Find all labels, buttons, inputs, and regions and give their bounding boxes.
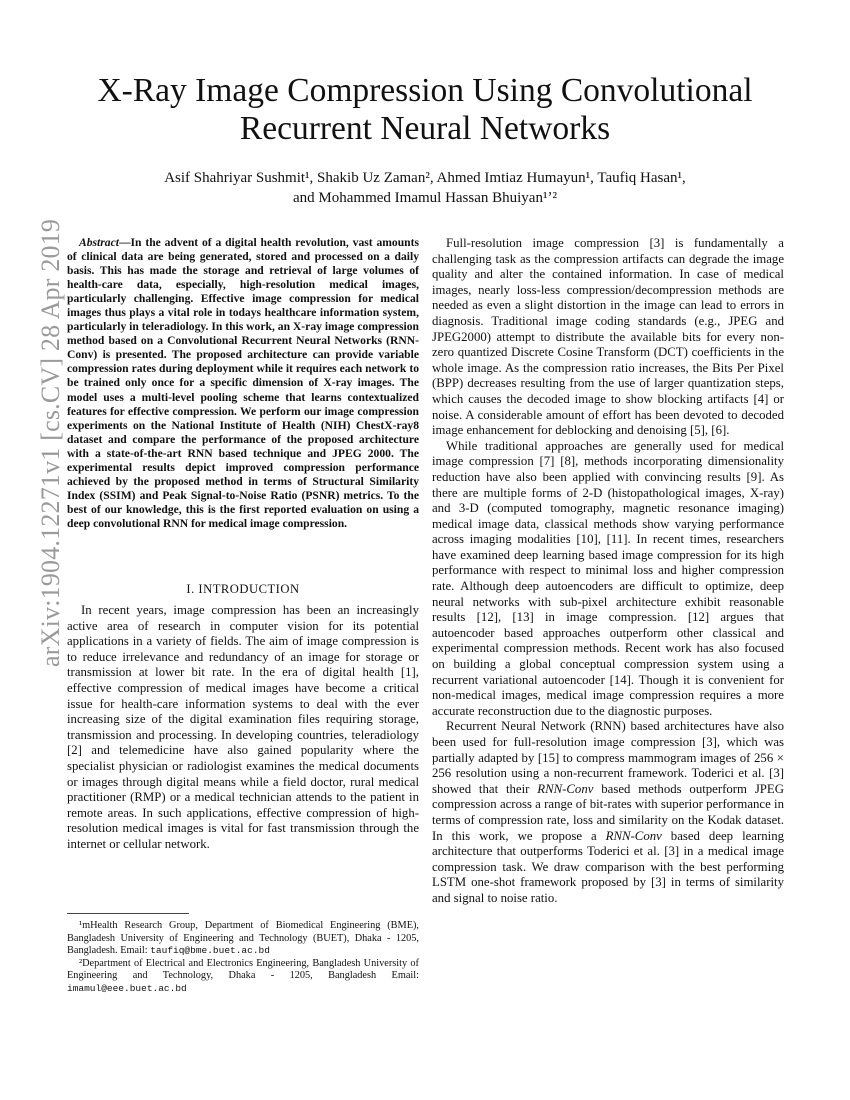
authors-line-1: Asif Shahriyar Sushmit¹, Shakib Uz Zaman², Ahmed Imtiaz Humayun¹, Taufiq Hasan¹, xyxy=(164,170,686,186)
title-line-1: X-Ray Image Compression Using Convolutional xyxy=(97,72,753,109)
footnote-1-email[interactable]: taufiq@bme.buet.ac.bd xyxy=(150,945,270,957)
arxiv-stamp: arXiv:1904.12271v1 [cs.CV] 28 Apr 2019 xyxy=(36,218,65,667)
footnote-rule xyxy=(67,913,189,914)
p3-emphasis-1: RNN-Conv xyxy=(537,781,594,796)
abstract xyxy=(67,236,419,531)
right-paragraph-2: While traditional approaches are generally used for medical image compression [7] [8], methods incorporating dimensionality reduction have also been applied with convincing results [9]. As there are multiple forms of 2-D (histopathological images, X-ray) and 3-D (computed tomography, magnetic resonance imaging) medical image data, classical methods show varying performance across imaging modalities [10], [11]. In recent times, researchers have examined deep learning based image compression for its high performance with respect to minimal loss and higher compression rate. Although deep autoencoders are difficult to optimize, deep neural networks with sub-pixel architecture exhibit reasonable results [12], [13] in image compression. [12] argues that autoencoder based approaches outperform other classical and experimental compression methods. Recent work has also focused on building a global conceptual compression system using a recurrent variational autoencoder [14]. Though it is convenient for non-medical images, medical image compression requires a more accurate reconstruction due to the diagnostic purposes. xyxy=(432,438,784,718)
abstract-text: —In the advent of a digital health revolution, vast amounts of clinical data are being generated, stored and processed on a daily basis. This has made the storage and retrieval of large volumes of health-care data, especially, high-resolution medical images, particularly challenging. Effective image compression for medical images thus plays a vital role in todays healthcare information system, particularly in teleradiology. In this work, an X-ray image compression method based on a Convolutional Recurrent Neural Networks (RNN-Conv) is presented. The proposed architecture can provide variable compression rates during deployment while it requires each network to be trained only once for a specific dimension of X-ray images. The model uses a multi-level pooling scheme that learns contextualized features for effective compression. We perform our image compression experiments on the National Institute of Health (NIH) ChestX-ray8 dataset and compare the performance of the proposed architecture with a state-of-the-art RNN based technique and JPEG 2000. The experimental results depict improved compression performance achieved by the proposed method in terms of Structural Similarity Index (SSIM) and Peak Signal-to-Noise Ratio (PSNR) metrics. To the best of our knowledge, this is the first reported evaluation on using a deep convolutional RNN for medical image compression. xyxy=(67,236,419,530)
p3-text-b: resolution using a non-recurrent framework. Toderici et al. [3] showed that their xyxy=(432,766,784,796)
footnote-2-text: ²Department of Electrical and Electronics Engineering, Bangladesh University of Engineering and Technology, Dhaka - 1205, Bangladesh Email: xyxy=(67,957,419,982)
right-paragraph-1: Full-resolution image compression [3] is fundamentally a challenging task as the compression artifacts can degrade the image quality and alter the contained information. In case of medical images, nearly loss-less compression/decompression methods are needed as even a slight distortion in the image can lead to errors in diagnosis. Traditional image coding standards (e.g., JPEG and JPEG2000) attempt to distribute the available bits for every non-zero quantized Discrete Cosine Transform (DCT) coefficients in the whole image. As the compression ratio increases, the Bits Per Pixel (BPP) decreases resulting from the use of larger quantization steps, which causes the decoded image to show blocking artifacts [4] or noise. A considerable amount of effort has been devoted to decoded image enhancement for deblocking and denoising [5], [6]. xyxy=(432,236,784,438)
intro-left-block xyxy=(67,603,419,853)
paper-title xyxy=(70,72,780,148)
abstract-lead: Abstract xyxy=(79,236,119,249)
right-column xyxy=(432,236,784,907)
p3-text-d: based deep learning architecture that outperforms Toderici et al. [3] in a medical image compression task. We draw comparison with the best performing LSTM one-shot framework proposed by [3] in terms of similarity and signal to noise ratio. xyxy=(432,828,784,905)
p3-text-a: Recurrent Neural Network (RNN) based architectures have also been used for full-resolution image compression [3], which was partially adapted by [15] to compress mammogram images of xyxy=(432,719,784,765)
footnotes xyxy=(67,920,419,996)
intro-paragraph-1: In recent years, image compression has been an increasingly active area of research in computer vision for its potential applications in a variety of fields. The aim of image compression is to reduce irrelevance and redundancy of an image for storage or transmission at lower bit rate. In the era of digital health [1], effective compression of medical images have become a critical issue for health-care information systems to deal with the ever increasing size of the digital examination files requiring storage, transmission and processing. In developing countries, teleradiology [2] and telemedicine have also gained popularity where the specialist physician or radiologist examines the medical documents or images through digital means while a field doctor, rural medical practitioner (RMP) or a medical technician attends to the patient in remote areas. In such applications, effective compression of high-resolution medical images is vital for fast transmission through the internet or cellular network. xyxy=(67,603,419,851)
right-paragraph-3 xyxy=(432,719,784,906)
p3-text-c: based methods outperform JPEG compression across a range of bit-rates with superior performance in terms of compression rate, loss and similarity on the Kodak dataset. In this work, we propose a xyxy=(432,781,784,843)
footnote-2-email[interactable]: imamul@eee.buet.ac.bd xyxy=(67,982,187,994)
footnote-1 xyxy=(67,920,419,958)
authors-line-2: and Mohammed Imamul Hassan Bhuiyan¹ʼ² xyxy=(293,190,557,206)
footnote-2 xyxy=(67,958,419,996)
left-column xyxy=(67,236,419,531)
p3-emphasis-2: RNN-Conv xyxy=(605,828,662,843)
footnote-1-text: ¹mHealth Research Group, Department of Biomedical Engineering (BME), Bangladesh University of Engineering and Technology (BUET), Dhaka - 1205, Bangladesh. Email: xyxy=(67,920,419,957)
title-line-2: Recurrent Neural Networks xyxy=(239,110,611,147)
p3-math: 256 × 256 xyxy=(432,750,784,781)
author-list xyxy=(70,168,780,208)
section-heading-introduction: I. INTRODUCTION xyxy=(186,582,300,596)
